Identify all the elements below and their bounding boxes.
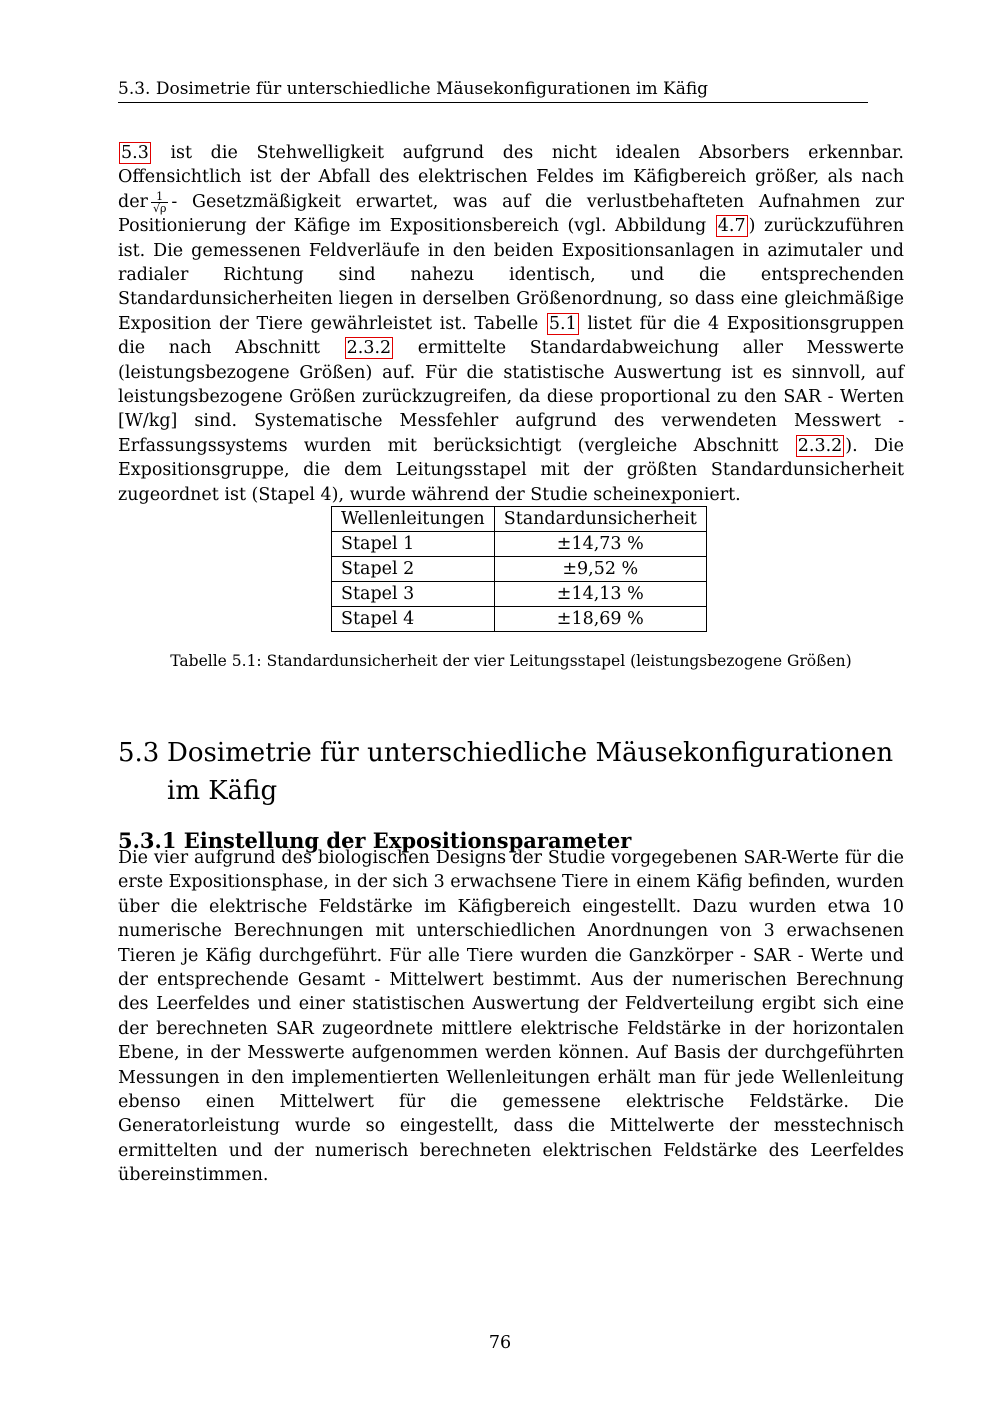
page-number: 76 xyxy=(488,1333,512,1353)
table-cell-label: Stapel 2 xyxy=(332,557,495,582)
table-row xyxy=(332,532,707,557)
table-cell-value: ±9,52 % xyxy=(494,557,706,582)
table-cell-label: Stapel 4 xyxy=(332,607,495,632)
subsection-heading: 5.3.1 Einstellung der Expositionsparameter xyxy=(118,828,632,853)
table-cell-value: ±18,69 % xyxy=(494,607,706,632)
paragraph-text: ermittelte Standardabweichung aller Messwerte (leistungsbezogene Größen) auf. Für die statistische Auswertung ist es sinnvoll, auf leistungsbezogene Größen zurückzugreifen, da diese proportional zu den SAR - Werten [W/kg] sind. Systematische Messfehler aufgrund des verwendeten Messwert - Erfassungssystems wurden mit berücksichtigt (vergleiche Abschnitt xyxy=(118,338,904,456)
paragraph-exposure-parameters: Die vier aufgrund des biologischen Designs der Studie vorgegebenen SAR-Werte für die erste Expositionsphase, in der sich 3 erwachsene Tiere in einem Käfig befinden, wurden über die elektrische Feldstärke im Käfigbereich eingestellt. Dazu wurden etwa 10 numerische Berechnungen mit unterschiedlichen Anordnungen von 3 erwachsenen Tieren je Käfig durchgeführt. Für alle Tiere wurden die Ganzkörper - SAR - Werte und der entsprechende Gesamt - Mittelwert bestimmt. Aus der numerischen Berechnung des Leerfeldes und einer statistischen Auswertung der Feldverteilung ergibt sich eine der berechneten SAR zugeordnete mittlere elektrische Feldstärke in der horizontalen Ebene, in der Messwerte aufgenommen werden können. Auf Basis der durchgeführten Messungen in den implementierten Wellenleitungen erhält man für jede Wellenleitung ebenso einen Mittelwert für die gemessene elektrische Feldstärke. Die Generatorleistung wurde so eingestellt, dass die Mittelwerte der messtechnisch ermittelten und der numerisch berechneten elektrischen Feldstärke des Leerfeldes übereinstimmen. xyxy=(118,848,904,1186)
table-reference-link[interactable]: 5.1 xyxy=(548,313,577,334)
section-heading xyxy=(118,734,904,810)
table-row xyxy=(332,557,707,582)
section-title: Dosimetrie für unterschiedliche Mäusekonfigurationen im Käfig xyxy=(167,737,894,806)
table-row xyxy=(332,607,707,632)
figure-reference-link[interactable]: 5.3 xyxy=(121,143,149,163)
fraction-numerator: 1 xyxy=(151,191,168,203)
table-header-cell: Standardunsicherheit xyxy=(494,507,706,532)
table-header-row xyxy=(332,507,707,532)
paragraph-text: listet für die 4 Expositionsgruppen die nach Abschnitt xyxy=(118,313,905,359)
table-cell-label: Stapel 1 xyxy=(332,532,495,557)
table-cell-value: ±14,73 % xyxy=(494,532,706,557)
section-number: 5.3 xyxy=(118,737,160,768)
paragraph-text: ) zurückzuführen ist. Die gemessenen Feldverläufe in den beiden Expositionsanlagen in azimutaler und radialer Richtung sind nahezu identisch, und die entsprechenden Standardunsicherheiten liegen in derselben Größenordnung, so dass eine gleichmäßige Exposition der Tiere gewährleistet ist. Tabelle xyxy=(118,216,904,334)
table-cell-value: ±14,13 % xyxy=(494,582,706,607)
running-head: 5.3. Dosimetrie für unterschiedliche Mäusekonfigurationen im Käfig xyxy=(118,78,868,103)
fraction-denominator: √ρ xyxy=(152,201,167,215)
paragraph-text: - Gesetzmäßigkeit erwartet, was auf die verlustbehafteten Aufnahmen zur Positionierung der Käfige im Expositionsbereich (vgl. Abbildung xyxy=(118,191,904,237)
figure-reference-link[interactable]: 4.7 xyxy=(717,216,746,237)
paragraph-standard-uncertainty xyxy=(118,141,904,507)
section-reference-link[interactable]: 2.3.2 xyxy=(797,435,843,456)
uncertainty-table xyxy=(331,506,707,632)
table-header-cell: Wellenleitungen xyxy=(332,507,495,532)
table-caption: Tabelle 5.1: Standardunsicherheit der vier Leitungsstapel (leistungsbezogene Größen) xyxy=(170,652,852,670)
paragraph-text: ist die Stehwelligkeit aufgrund des nicht idealen Absorbers erkennbar. Offensichtlich ist der Abfall des elektrischen Feldes im Käfigbereich größer, als nach der xyxy=(118,143,904,212)
section-reference-link[interactable]: 2.3.2 xyxy=(346,338,392,359)
paragraph-text: ). Die Expositionsgruppe, die dem Leitungsstapel mit der größten Standardunsicherheit zugeordnet ist (Stapel 4), wurde während der Studie scheinexponiert. xyxy=(118,435,905,505)
table-cell-label: Stapel 3 xyxy=(332,582,495,607)
fraction-one-over-sqrt-rho xyxy=(151,191,168,214)
table-row xyxy=(332,582,707,607)
